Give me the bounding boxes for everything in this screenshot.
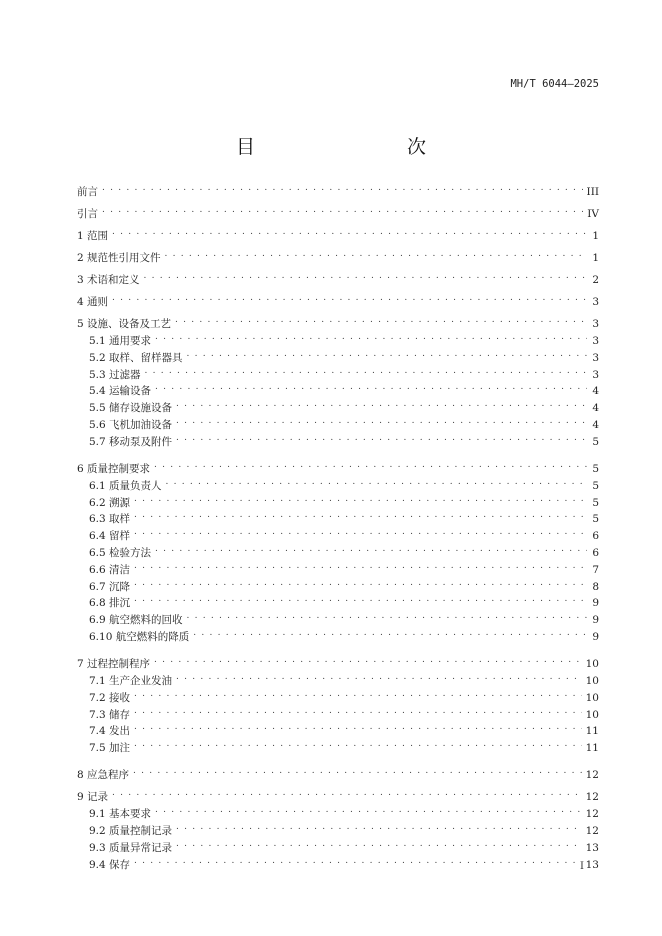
toc-entry-page: 3 (592, 296, 599, 308)
toc-entry-page: 5 (592, 513, 599, 526)
toc-entry[interactable] (77, 670, 599, 687)
toc-entry[interactable] (77, 609, 599, 627)
toc-entry-page: 9 (592, 631, 599, 643)
toc-entry[interactable] (77, 525, 599, 543)
toc-entry-page: 1 (592, 230, 599, 242)
toc-entry-number: 9.4 (89, 858, 110, 871)
toc-entry-number: 4 (77, 296, 88, 308)
toc-entry-page: 1 (592, 252, 599, 264)
toc-entry-page: 7 (592, 563, 599, 576)
document-code: MH/T 6044—2025 (510, 78, 599, 90)
toc-entry-number: 5.1 (89, 335, 110, 347)
toc-leader-dots (154, 458, 587, 472)
toc-entry-number: 5.6 (89, 419, 110, 431)
toc-leader-dots (134, 508, 587, 522)
toc-entry[interactable] (77, 247, 599, 264)
toc-entry-label: 规范性引用文件 (87, 252, 161, 264)
toc-entry-label: 排沉 (109, 597, 131, 610)
toc-entry-label: 溯源 (109, 496, 131, 509)
toc-entry[interactable] (77, 397, 599, 415)
toc-leader-dots (187, 347, 587, 361)
toc-entry-number: 9.3 (89, 841, 110, 854)
toc-entry-label: 取样、留样器具 (109, 351, 183, 364)
toc-entry-label: 加注 (109, 742, 131, 755)
toc-leader-dots (133, 764, 582, 778)
toc-leader-dots (112, 225, 587, 239)
toc-entry-page: 4 (592, 402, 599, 415)
toc-leader-dots (134, 704, 582, 718)
toc-entry[interactable] (77, 313, 599, 330)
toc-entry[interactable] (77, 559, 599, 576)
toc-entry-page: 9 (592, 614, 599, 627)
toc-entry-page: 10 (585, 691, 599, 704)
toc-entry-label: 飞机加油设备 (109, 419, 173, 431)
toc-entry[interactable] (77, 737, 599, 755)
toc-entry-number: 5.7 (89, 435, 110, 448)
toc-entry-page: 5 (592, 496, 599, 509)
toc-leader-dots (134, 687, 582, 701)
toc-entry-number: 8 (77, 769, 88, 782)
toc-leader-dots (134, 854, 582, 868)
toc-leader-dots (134, 559, 587, 573)
toc-leader-dots (176, 414, 587, 428)
toc-leader-dots (134, 720, 582, 734)
toc-entry-page: III (586, 186, 599, 198)
toc-leader-dots (165, 247, 587, 261)
toc-entry-page: 2 (592, 274, 599, 286)
toc-leader-dots (154, 653, 582, 667)
toc-entry-number: 6.9 (89, 614, 110, 627)
toc-entry-number: 5.5 (89, 402, 110, 415)
toc-entry-label: 移动泵及附件 (109, 435, 173, 448)
toc-entry-number: 6.2 (89, 496, 110, 509)
toc-entry-page: 3 (592, 368, 599, 381)
toc-entry-page: 5 (592, 479, 599, 492)
toc-entry-page: 13 (585, 858, 599, 871)
toc-entry-page: 12 (585, 825, 599, 837)
toc-entry[interactable] (77, 653, 599, 670)
toc-entry[interactable] (77, 225, 599, 242)
toc-entry[interactable] (77, 181, 599, 198)
toc-entry-label: 航空燃料的回收 (109, 614, 183, 627)
toc-entry-page: 12 (585, 808, 599, 821)
toc-entry[interactable] (77, 764, 599, 782)
toc-entry[interactable] (77, 687, 599, 704)
toc-entry-label: 记录 (87, 791, 109, 804)
toc-entry-page: 8 (592, 580, 599, 593)
toc-entry-page: 4 (592, 385, 599, 398)
toc-entry-number: 6.7 (89, 580, 110, 593)
toc-entry-label: 清洁 (109, 563, 131, 576)
toc-entry-number: 5 (77, 318, 88, 330)
toc-entry[interactable] (77, 508, 599, 526)
toc-entry-number: 6.4 (89, 530, 110, 543)
toc-entry[interactable] (77, 576, 599, 593)
toc-entry[interactable] (77, 330, 599, 347)
toc-entry[interactable] (77, 380, 599, 398)
toc-entry-number: 5.3 (89, 368, 110, 381)
toc-entry[interactable] (77, 720, 599, 738)
toc-entry-number: 7.1 (89, 675, 110, 687)
toc-entry[interactable] (77, 786, 599, 804)
toc-entry[interactable] (77, 626, 599, 643)
toc-entry-page: 10 (585, 708, 599, 721)
toc-entry-label: 生产企业发油 (109, 675, 173, 687)
toc-entry-label: 应急程序 (87, 769, 130, 782)
toc-entry-label: 沉降 (109, 580, 131, 593)
toc-entry-number: 7.2 (89, 691, 110, 704)
toc-entry[interactable] (77, 837, 599, 854)
toc-entry[interactable] (77, 431, 599, 448)
toc-entry-page: 3 (592, 351, 599, 364)
toc-entry[interactable] (77, 414, 599, 431)
toc-leader-dots (175, 313, 587, 327)
toc-entry-number: 7.3 (89, 708, 110, 721)
toc-entry-number: 6.5 (89, 547, 110, 559)
toc-entry-page: 6 (592, 530, 599, 543)
toc-entry[interactable] (77, 704, 599, 721)
toc-entry-number: 3 (77, 274, 88, 286)
toc-entry[interactable] (77, 203, 599, 220)
toc-entry[interactable] (77, 364, 599, 381)
toc-entry[interactable] (77, 458, 599, 475)
toc-leader-dots (134, 492, 587, 506)
page-number: I (580, 861, 584, 872)
toc-entry-page: 5 (592, 462, 599, 475)
toc-entry-number: 7.5 (89, 742, 110, 755)
toc-entry-label: 航空燃料的降质 (115, 631, 190, 643)
toc-entry-page: 9 (592, 597, 599, 610)
toc-entry[interactable] (77, 492, 599, 509)
toc-entry-number: 5.4 (89, 385, 110, 398)
toc-entry-label: 检验方法 (109, 547, 152, 559)
toc-entry-page: 4 (592, 419, 599, 431)
toc-entry[interactable] (77, 542, 599, 559)
toc-entry-page: 6 (592, 547, 599, 559)
toc-leader-dots (134, 737, 582, 751)
toc-leader-dots (102, 203, 583, 217)
toc-leader-dots (176, 670, 582, 684)
toc-entry-label: 留样 (109, 530, 131, 543)
toc-entry-number: 6.8 (89, 597, 110, 610)
toc-entry-page: 10 (585, 658, 599, 670)
toc-entry-number: 9 (77, 791, 88, 804)
toc-entry-number: 6.1 (89, 479, 110, 492)
toc-leader-dots (176, 397, 587, 411)
toc-entry-label: 质量异常记录 (109, 841, 173, 854)
toc-entry[interactable] (77, 291, 599, 308)
toc-entry-label: 质量负责人 (109, 479, 162, 492)
toc-entry-label: 通则 (87, 296, 109, 308)
toc-entry-page: 3 (592, 335, 599, 347)
toc-entry-label: 设施、设备及工艺 (87, 318, 172, 330)
toc-entry-label: 储存设施设备 (109, 402, 173, 415)
toc-entry-number: 6.3 (89, 513, 110, 526)
toc-entry-label: 前言 (77, 186, 98, 198)
toc-entry-page: 12 (585, 769, 599, 782)
toc-entry-number: 6 (77, 462, 88, 475)
toc-entry[interactable] (77, 475, 599, 492)
toc-entry-label: 过滤器 (109, 368, 141, 381)
toc-leader-dots (145, 364, 587, 378)
toc-leader-dots (102, 181, 583, 195)
toc-leader-dots (166, 475, 587, 489)
toc-entry-label: 基本要求 (109, 808, 152, 821)
toc-entry-number: 9.2 (89, 825, 110, 837)
toc-leader-dots (155, 542, 587, 556)
toc-entry-number: 7.4 (89, 725, 110, 738)
toc-leader-dots (155, 380, 587, 394)
toc-entry-page: 12 (585, 791, 599, 804)
toc-entry-page: 10 (585, 675, 599, 687)
toc-entry-page: 3 (592, 318, 599, 330)
toc-entry-label: 过程控制程序 (87, 658, 151, 670)
toc-leader-dots (144, 269, 587, 283)
toc-entry-label: 质量控制记录 (109, 825, 173, 837)
toc-entry-number: 2 (77, 252, 88, 264)
toc-entry-label: 发出 (109, 725, 131, 738)
toc-entry[interactable] (77, 347, 599, 364)
toc-leader-dots (134, 576, 587, 590)
toc-leader-dots (176, 820, 582, 834)
toc-entry-page: 5 (592, 435, 599, 448)
toc-entry-page: IV (587, 208, 599, 220)
toc-entry-number: 6.10 (89, 631, 116, 643)
toc-entry-label: 引言 (77, 208, 98, 220)
toc-entry-label: 通用要求 (109, 335, 152, 347)
toc-entry-label: 接收 (109, 691, 131, 704)
toc-entry-label: 储存 (109, 708, 131, 721)
toc-entry[interactable] (77, 803, 599, 821)
toc-entry-number: 5.2 (89, 351, 110, 364)
toc-entry-label: 取样 (109, 513, 131, 526)
toc-leader-dots (112, 291, 587, 305)
toc-entry-number: 7 (77, 658, 88, 670)
toc-entry-label: 质量控制要求 (87, 462, 151, 475)
toc-entry[interactable] (77, 820, 599, 837)
toc-entry-label: 范围 (87, 230, 109, 242)
toc-leader-dots (112, 786, 582, 800)
toc-entry-label: 运输设备 (109, 385, 152, 398)
toc-entry-number: 1 (77, 230, 88, 242)
toc-entry-label: 保存 (109, 858, 131, 871)
toc-leader-dots (193, 626, 587, 640)
toc-entry-page: 13 (585, 841, 599, 854)
toc-entry[interactable] (77, 592, 599, 610)
toc-leader-dots (134, 592, 587, 606)
toc-leader-dots (176, 837, 582, 851)
toc-entry-number: 6.6 (89, 563, 110, 576)
toc-leader-dots (134, 525, 587, 539)
toc-entry-label: 术语和定义 (87, 274, 140, 286)
toc-leader-dots (155, 803, 582, 817)
toc-leader-dots (176, 431, 587, 445)
toc-entry-page: 11 (585, 742, 599, 755)
toc-leader-dots (187, 609, 587, 623)
toc-entry[interactable] (77, 269, 599, 286)
toc-entry[interactable] (77, 854, 599, 871)
toc-leader-dots (155, 330, 587, 344)
toc-entry-number: 9.1 (89, 808, 110, 821)
toc-entry-page: 11 (585, 725, 599, 738)
page-title: 目 次 (235, 136, 464, 158)
